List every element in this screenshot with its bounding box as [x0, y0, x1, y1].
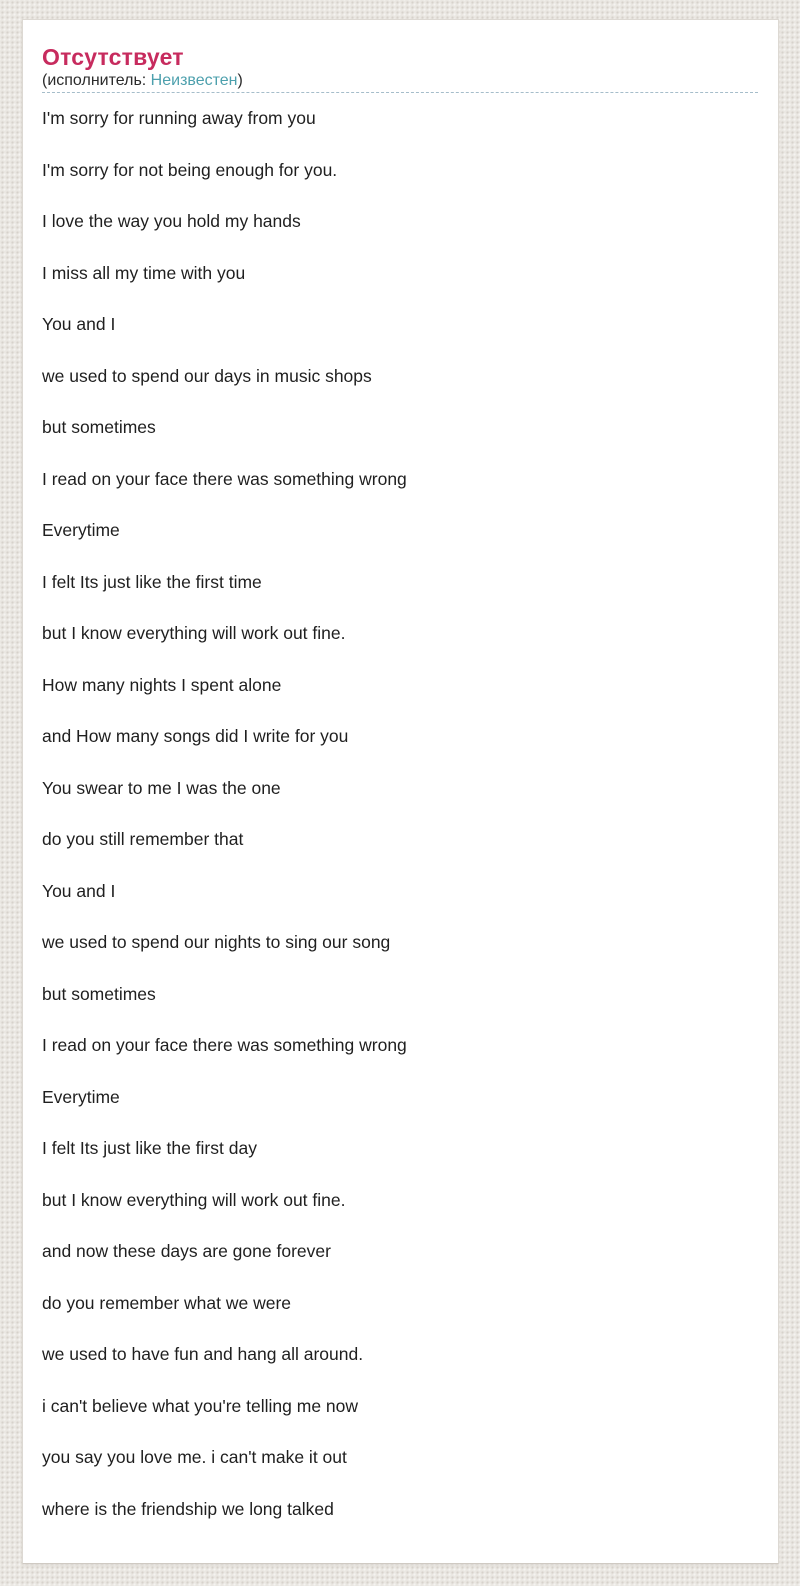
lyric-line: we used to spend our days in music shops: [42, 365, 372, 386]
lyric-line: but I know everything will work out fine.: [42, 1189, 346, 1210]
lyric-line: I'm sorry for running away from you: [42, 108, 316, 128]
lyric-line: we used to spend our nights to sing our song: [42, 932, 391, 952]
lyric-line: I'm sorry for not being enough for you.: [42, 159, 338, 180]
artist-label: (исполнитель:: [42, 72, 147, 89]
lyric-line: but I know everything will work out fine.: [42, 623, 346, 643]
lyric-line: Everytime: [42, 1086, 120, 1107]
lyric-line: You and I: [42, 314, 116, 334]
artist-suffix: ): [237, 72, 243, 89]
lyric-line: How many nights I spent alone: [42, 674, 282, 695]
lyric-line: I felt Its just like the first day: [42, 1138, 257, 1158]
lyric-line: we used to have fun and hang all around.: [42, 1344, 364, 1364]
lyric-line: and How many songs did I write for you: [42, 726, 349, 746]
lyric-line: I love the way you hold my hands: [42, 211, 301, 231]
lyric-line: do you still remember that: [42, 829, 244, 849]
lyric-line: I felt Its just like the first time: [42, 571, 262, 592]
lyrics-card: [22, 19, 779, 1564]
song-title: Отсутствует: [42, 44, 184, 70]
lyric-line: you say you love me. i can't make it out: [42, 1447, 347, 1467]
lyric-line: but sometimes: [42, 983, 156, 1004]
song-header: [42, 20, 758, 93]
lyric-line: I read on your face there was something wrong: [42, 1035, 407, 1055]
lyric-line: You and I: [42, 880, 116, 901]
lyric-line: I miss all my time with you: [42, 262, 246, 283]
lyric-line: do you remember what we were: [42, 1292, 291, 1313]
lyric-line: Everytime: [42, 520, 120, 540]
lyric-line: but sometimes: [42, 417, 156, 437]
artist-line: [42, 71, 758, 92]
lyric-line: and now these days are gone forever: [42, 1241, 331, 1261]
lyric-line: You swear to me I was the one: [42, 777, 281, 798]
lyric-line: where is the friendship we long talked: [42, 1498, 334, 1519]
lyric-line: i can't believe what you're telling me now: [42, 1395, 359, 1416]
lyrics-text: [23, 93, 778, 1520]
lyric-line: I read on your face there was something wrong: [42, 468, 407, 489]
artist-link[interactable]: Неизвестен: [150, 72, 238, 89]
